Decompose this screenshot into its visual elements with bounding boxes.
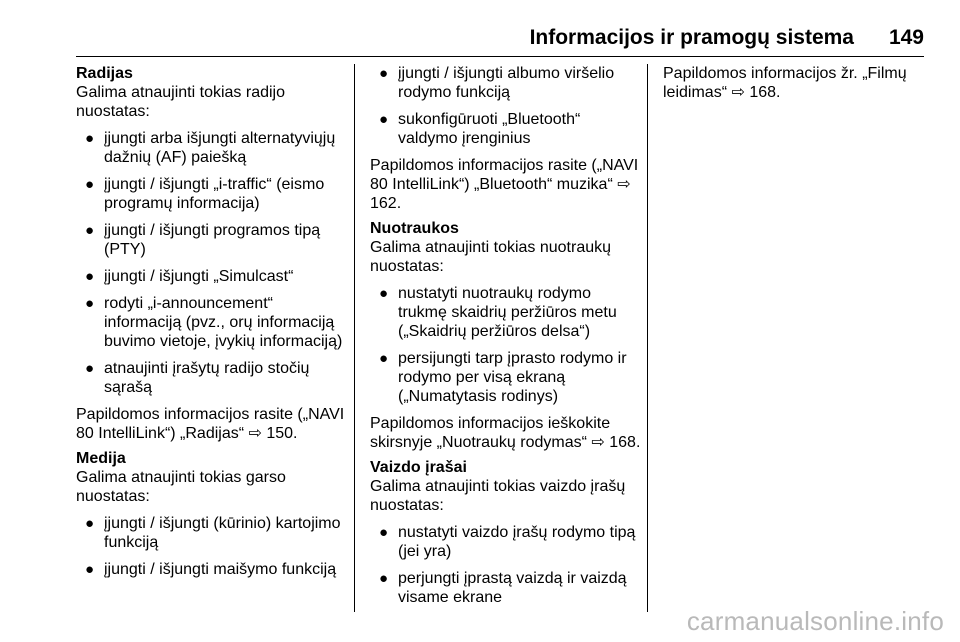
list-item: ● atnaujinti įrašytų radijo stočių sąrašą: [85, 360, 310, 396]
section-intro: Galima atnaujinti tokias vaizdo įrašų nuostatas:: [370, 478, 626, 514]
list-item: ● įjungti / išjungti albumo viršelio rodymo funkciją: [379, 65, 615, 101]
list-item: ● nustatyti nuotraukų rodymo trukmę skaidrių peržiūros metu („Skaidrių peržiūros delsa“): [379, 285, 617, 340]
list-item: ● persijungti tarp įprasto rodymo ir rodymo per visą ekraną („Numatytasis rodinys): [379, 350, 627, 405]
list-item: ● įjungti / išjungti „Simulcast“: [85, 268, 294, 285]
section-heading-vaizdo-irasai: Vaizdo įrašai: [370, 459, 467, 476]
cross-reference: Papildomos informacijos žr. „Filmų leidimas“ ⇨ 168.: [663, 65, 907, 101]
list-item: ● sukonfigūruoti „Bluetooth“ valdymo įrenginius: [379, 111, 581, 147]
page-number: 149: [888, 26, 924, 49]
list-item: ● įjungti / išjungti maišymo funkciją: [85, 561, 337, 578]
bullet-list: [370, 284, 642, 406]
page-header: [76, 26, 924, 57]
cross-reference: Papildomos informacijos rasite („NAVI 80 IntelliLink“) „Bluetooth“ muzika“ ⇨ 162.: [370, 157, 639, 212]
list-item: ● įjungti / išjungti (kūrinio) kartojimo funkciją: [85, 515, 341, 551]
section-heading-nuotraukos: Nuotraukos: [370, 220, 459, 237]
list-item: ● įjungti arba išjungti alternatyviųjų dažnių (AF) paiešką: [85, 130, 336, 166]
bullet-icon: ●: [379, 570, 389, 587]
column-2: [370, 64, 642, 615]
bullet-icon: ●: [85, 222, 95, 239]
list-item: ● perjungti įprastą vaizdą ir vaizdą visame ekrane: [379, 570, 627, 606]
bullet-icon: ●: [85, 515, 95, 532]
watermark: carmanualsonline.info: [686, 606, 944, 636]
bullet-icon: ●: [379, 285, 389, 302]
list-item: ● įjungti / išjungti programos tipą (PTY): [85, 222, 321, 258]
list-item: ● įjungti / išjungti „i-traffic“ (eismo programų informacija): [85, 176, 325, 212]
list-item: ● rodyti „i-announcement“ informaciją (pvz., orų informaciją buvimo vietoje, įvykių informaciją): [85, 295, 343, 350]
bullet-list: [76, 129, 348, 397]
bullet-icon: ●: [85, 130, 95, 147]
page-title: Informacijos ir pramogų sistema: [529, 26, 854, 49]
column-3: [663, 64, 933, 102]
bullet-icon: ●: [85, 268, 95, 285]
list-item: ● nustatyti vaizdo įrašų rodymo tipą (jei yra): [379, 524, 636, 560]
bullet-icon: ●: [85, 295, 95, 312]
bullet-list: [370, 523, 642, 607]
bullet-list: [370, 64, 642, 148]
section-intro: Galima atnaujinti tokias radijo nuostatas:: [76, 84, 285, 120]
bullet-icon: ●: [85, 561, 95, 578]
section-intro: Galima atnaujinti tokias nuotraukų nuostatas:: [370, 239, 612, 275]
bullet-icon: ●: [379, 350, 389, 367]
bullet-icon: ●: [379, 524, 389, 541]
bullet-icon: ●: [379, 111, 389, 128]
bullet-icon: ●: [379, 65, 389, 82]
column-divider: [354, 64, 355, 612]
cross-reference: Papildomos informacijos ieškokite skirsnyje „Nuotraukų rodymas“ ⇨ 168.: [370, 415, 641, 451]
column-divider: [647, 64, 648, 612]
cross-reference: Papildomos informacijos rasite („NAVI 80 IntelliLink“) „Radijas“ ⇨ 150.: [76, 406, 345, 442]
section-intro: Galima atnaujinti tokias garso nuostatas:: [76, 469, 286, 505]
section-heading-radijas: Radijas: [76, 65, 133, 82]
column-1: [76, 64, 348, 587]
bullet-icon: ●: [85, 176, 95, 193]
bullet-icon: ●: [85, 360, 95, 377]
bullet-list: [76, 514, 348, 579]
section-heading-medija: Medija: [76, 450, 126, 467]
